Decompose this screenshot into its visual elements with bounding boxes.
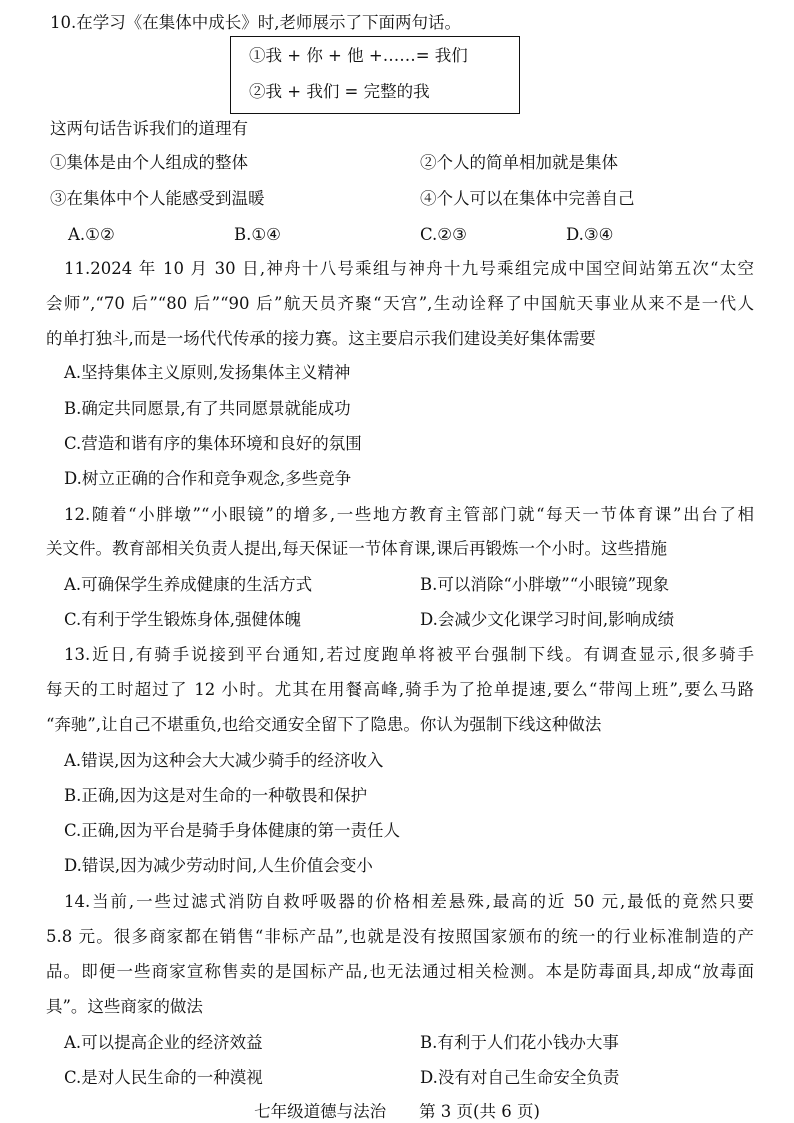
q12-option-b: B.可以消除“小胖墩”“小眼镜”现象 <box>420 575 670 594</box>
q10-option-d: D.③④ <box>566 225 614 244</box>
q11-option-b: B.确定共同愿景,有了共同愿景就能成功 <box>64 399 351 418</box>
q11-line-3: 的单打独斗,而是一场代代传承的接力赛。这主要启示我们建设美好集体需要 <box>46 329 596 348</box>
page-footer: 七年级道德与法治 第 3 页(共 6 页) <box>254 1102 540 1121</box>
q10-box-line-1: ①我 + 你 + 他 +……= 我们 <box>249 46 468 65</box>
q10-option-c: C.②③ <box>420 225 467 244</box>
q12-option-a: A.可确保学生养成健康的生活方式 <box>64 575 313 594</box>
q10-box-line-2: ②我 + 我们 = 完整的我 <box>249 82 430 101</box>
q11-option-c: C.营造和谐有序的集体环境和良好的氛围 <box>64 434 362 453</box>
q13-option-b: B.正确,因为这是对生命的一种敬畏和保护 <box>64 786 368 805</box>
q14-option-b: B.有利于人们花小钱办大事 <box>420 1033 619 1052</box>
q13-option-c: C.正确,因为平台是骑手身体健康的第一责任人 <box>64 821 401 840</box>
q13-line-3: “奔驰”,让自己不堪重负,也给交通安全留下了隐患。你认为强制下线这种做法 <box>46 715 602 734</box>
q10-option-a: A.①② <box>68 225 115 244</box>
q12-option-d: D.会减少文化课学习时间,影响成绩 <box>420 610 675 629</box>
q10-statement-4: ④个人可以在集体中完善自己 <box>420 189 635 208</box>
q10-quote-box <box>230 36 520 114</box>
q14-option-a: A.可以提高企业的经济效益 <box>64 1033 263 1052</box>
q11-option-d: D.树立正确的合作和竞争观念,多些竞争 <box>64 469 352 488</box>
q14-line-1: 14.当前,一些过滤式消防自救呼吸器的价格相差悬殊,最高的近 50 元,最低的竟然只要 <box>64 892 754 911</box>
q10-option-b: B.①④ <box>234 225 281 244</box>
q13-option-a: A.错误,因为这种会大大减少骑手的经济收入 <box>64 751 384 770</box>
q10-question: 这两句话告诉我们的道理有 <box>50 119 248 138</box>
q12-line-2: 关文件。教育部相关负责人提出,每天保证一节体育课,课后再锻炼一个小时。这些措施 <box>46 539 667 558</box>
q14-line-3: 品。即便一些商家宣称售卖的是国标产品,也无法通过相关检测。本是防毒面具,却成“放毒面 <box>46 962 754 981</box>
q14-option-d: D.没有对自己生命安全负责 <box>420 1068 620 1087</box>
q13-line-2: 每天的工时超过了 12 小时。尤其在用餐高峰,骑手为了抢单提速,要么“带闯上班”,要么马路 <box>46 680 754 699</box>
q11-line-2: 会师”,“70 后”“80 后”“90 后”航天员齐聚“天宫”,生动诠释了中国航天事业从来不是一代人 <box>46 294 754 313</box>
q10-statement-2: ②个人的简单相加就是集体 <box>420 153 618 172</box>
q12-line-1: 12.随着“小胖墩”“小眼镜”的增多,一些地方教育主管部门就“每天一节体育课”出台了相 <box>64 505 754 524</box>
q14-line-4: 具”。这些商家的做法 <box>46 997 203 1016</box>
q13-option-d: D.错误,因为减少劳动时间,人生价值会变小 <box>64 856 373 875</box>
q10-stem: 10.在学习《在集体中成长》时,老师展示了下面两句话。 <box>50 13 461 32</box>
q13-line-1: 13.近日,有骑手说接到平台通知,若过度跑单将被平台强制下线。有调查显示,很多骑手 <box>64 645 754 664</box>
q14-option-c: C.是对人民生命的一种漠视 <box>64 1068 263 1087</box>
q12-option-c: C.有利于学生锻炼身体,强健体魄 <box>64 610 302 629</box>
q10-statement-1: ①集体是由个人组成的整体 <box>50 153 248 172</box>
q11-line-1: 11.2024 年 10 月 30 日,神舟十八号乘组与神舟十九号乘组完成中国空间站第五次“太空 <box>64 259 754 278</box>
q10-statement-3: ③在集体中个人能感受到温暖 <box>50 189 265 208</box>
q11-option-a: A.坚持集体主义原则,发扬集体主义精神 <box>64 363 351 382</box>
q14-line-2: 5.8 元。很多商家都在销售“非标产品”,也就是没有按照国家颁布的统一的行业标准制造的产 <box>46 927 754 946</box>
